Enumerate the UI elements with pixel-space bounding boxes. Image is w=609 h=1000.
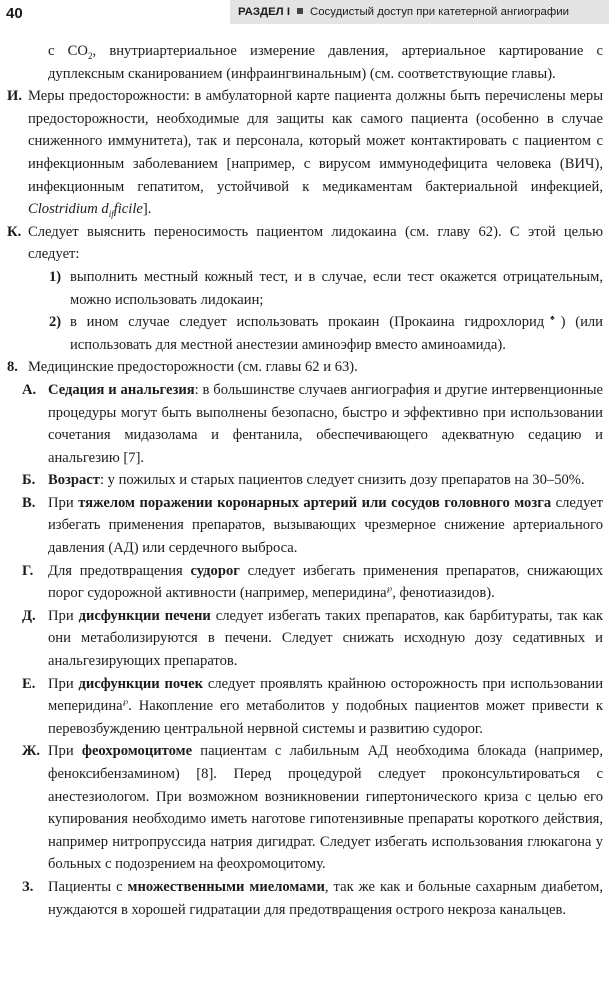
item-marker: 8. (7, 359, 18, 376)
item-k: К. Следует выяснить переносимость пациентом лидокаина (см. главу 62). С этой целью следует: (0, 221, 609, 266)
chapter-title: Сосудистый доступ при катетерной ангиографии (310, 6, 569, 18)
item-b: Б. Возраст: у пожилых и старых пациентов следует снизить дозу препаратов на 30–50%. (0, 469, 609, 492)
item-marker: А. (22, 381, 37, 398)
item-marker: З. (22, 878, 34, 895)
item-8: 8. Медицинские предосторожности (см. главы 62 и 63). (0, 356, 609, 379)
item-e: Е. При дисфункции почек следует проявлять крайнюю осторожность при использовании меперидина℘. Накопление его метаболитов у подобных пациентов может привести к перевозбуждению центральной нервной системы и развитию судорог. (0, 673, 609, 741)
item-k-sub-1: 1) выполнить местный кожный тест, и в случае, если тест окажется отрицательным, можно использовать лидокаин; (0, 266, 609, 311)
square-bullet-icon (297, 8, 303, 14)
running-head (230, 0, 609, 24)
page-number: 40 (6, 5, 23, 22)
page-header (0, 0, 609, 32)
item-marker: Г. (22, 562, 34, 579)
item-g: Г. Для предотвращения судорог следует избегать применения препаратов, снижающих порог судорожной активности (например, меперидина℘, фенотиазидов). (0, 560, 609, 605)
page-body (0, 40, 609, 921)
sub-marker: 1) (49, 268, 62, 285)
item-marker: Б. (22, 472, 36, 489)
item-zh: Ж. При феохромоцитоме пациентам с лабильным АД необходима блокада (например, феноксибензамином) [8]. Перед процедурой следует проконсультироваться с анестезиологом. При возможном возникновении гипертонического криза с целью его купирования необходимо иметь наготове гипотензивные препараты короткого действия, например нитропруссида натрия дигидрат. Следует избегать использования глюкагона у больных с подозрением на феохромоцитому. (0, 740, 609, 876)
item-marker: Ж. (22, 743, 41, 760)
sub-marker: 2) (49, 314, 62, 331)
item-i: И. Меры предосторожности: в амбулаторной карте пациента должны быть перечислены меры предосторожности, необходимые для защиты как самого пациента (особенно в случае сниженного иммунитета), так и персонала, который может контактировать с пациентом с инфекционным заболеванием [например, с вирусом иммунодефицита человека (ВИЧ), инфекционным гепатитом, устойчивой к медикаментам бактериальной инфекцией, Clostridium $d_{if}ficile$]. (0, 85, 609, 221)
item-a: А. Седация и анальгезия: в большинстве случаев ангиография и другие интервенционные процедуры могут быть выполнены безопасно, быстро и эффективно при использовании сочетания мидазолама и фентанила, обеспечивающего адекватную седацию и анальгезию [7]. (0, 379, 609, 469)
item-marker: В. (22, 494, 36, 511)
item-k-sub-2: 2) в ином случае следует использовать прокаин (Прокаина гидрохлорид♠) (или использовать для местной анестезии аминоэфир вместо аминоамида). (0, 311, 609, 356)
item-marker: Д. (22, 607, 36, 624)
item-z: З. Пациенты с множественными миеломами, так же как и больные сахарным диабетом, нуждаются в хорошей гидратации для предотвращения острого некроза канальцев. (0, 876, 609, 921)
section-label: РАЗДЕЛ I (238, 6, 290, 18)
item-d: Д. При дисфункции печени следует избегать таких препаратов, как барбитураты, так как они метаболизируются в печени. Следует снижать исходную дозу седативных и анальгезирующих препаратов. (0, 605, 609, 673)
item-v: В. При тяжелом поражении коронарных артерий или сосудов головного мозга следует избегать применения препаратов, вызывающих чрезмерное снижение артериального давления (АД) или сердечного выброса. (0, 492, 609, 560)
item-marker: К. (7, 223, 22, 240)
item-marker: И. (7, 88, 22, 105)
continued-paragraph: с $CO_2$, внутриартериальное измерение давления, артериальное картирование с дуплексным сканированием (инфраингвинальным) (см. соответствующие главы). (48, 43, 603, 82)
item-marker: Е. (22, 675, 36, 692)
